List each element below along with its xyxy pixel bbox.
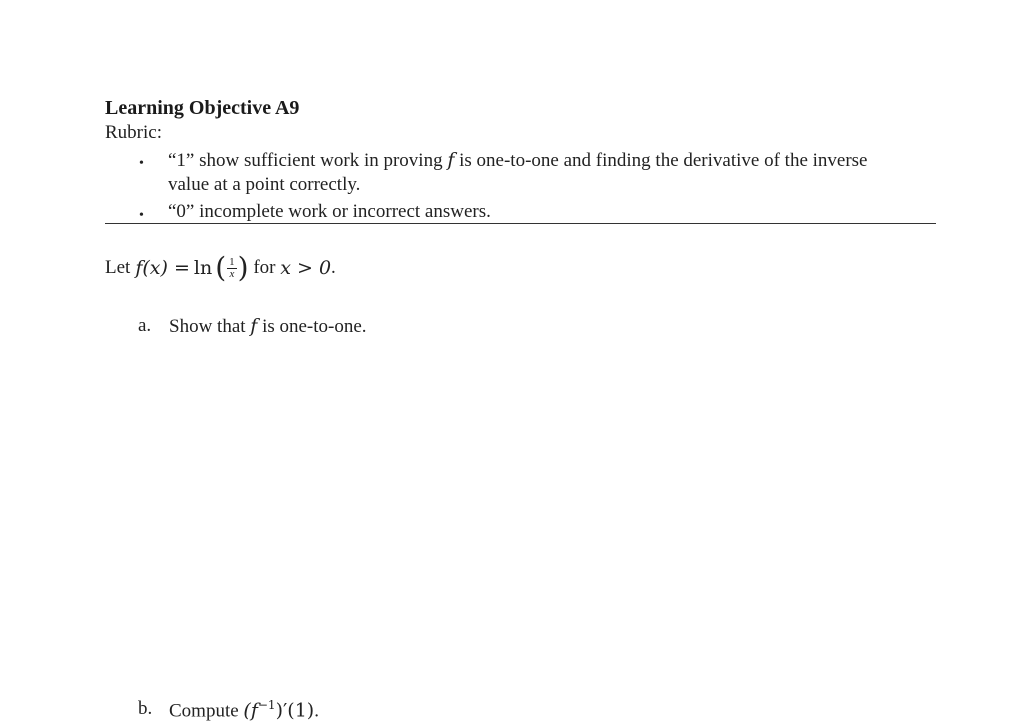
statement-ln: ln bbox=[193, 257, 213, 279]
rubric-item-2: “0” incomplete work or incorrect answers. bbox=[168, 201, 491, 222]
statement-prefix: Let bbox=[105, 257, 131, 278]
part-a-text bbox=[169, 315, 367, 338]
paren-close: ) bbox=[237, 251, 249, 284]
rubric-item-1 bbox=[168, 148, 948, 197]
problem-statement bbox=[105, 251, 336, 284]
statement-for: for bbox=[248, 257, 281, 278]
part-b-pre: Compute bbox=[169, 700, 244, 722]
part-a-marker: a. bbox=[138, 315, 152, 336]
part-b-expr-open: (f bbox=[243, 699, 258, 722]
fraction-numerator: 1 bbox=[229, 255, 235, 268]
fraction-denominator: x bbox=[229, 267, 235, 280]
rubric-item-1-line2: value at a point correctly. bbox=[168, 174, 361, 195]
part-b-expr-close: )′(1) bbox=[275, 699, 315, 722]
part-a-pre: Show that bbox=[169, 316, 251, 337]
learning-objective-title: Learning Objective A9 bbox=[105, 97, 300, 119]
part-a-var: f bbox=[250, 315, 258, 337]
part-b-period: . bbox=[314, 700, 319, 722]
bullet-icon: • bbox=[139, 208, 144, 223]
part-a-post: is one-to-one. bbox=[257, 316, 367, 337]
rubric-item-1-text-post: is one-to-one and finding the derivative of the inverse bbox=[454, 150, 868, 171]
bullet-icon: • bbox=[139, 156, 144, 171]
rubric-item-1-var: f bbox=[447, 149, 455, 171]
rubric-item-1-text-pre: “1” show sufficient work in proving bbox=[168, 150, 448, 171]
part-b-text bbox=[169, 698, 319, 722]
part-b-marker: b. bbox=[138, 698, 153, 719]
statement-period: . bbox=[331, 257, 336, 278]
statement-function: f(x) = bbox=[135, 257, 190, 279]
statement-condition: x > 0 bbox=[280, 257, 332, 279]
paren-open: ( bbox=[215, 251, 227, 284]
fraction bbox=[227, 257, 237, 280]
horizontal-rule bbox=[105, 223, 936, 224]
rubric-label: Rubric: bbox=[105, 122, 162, 143]
part-b-expr-sup: −1 bbox=[257, 698, 276, 712]
